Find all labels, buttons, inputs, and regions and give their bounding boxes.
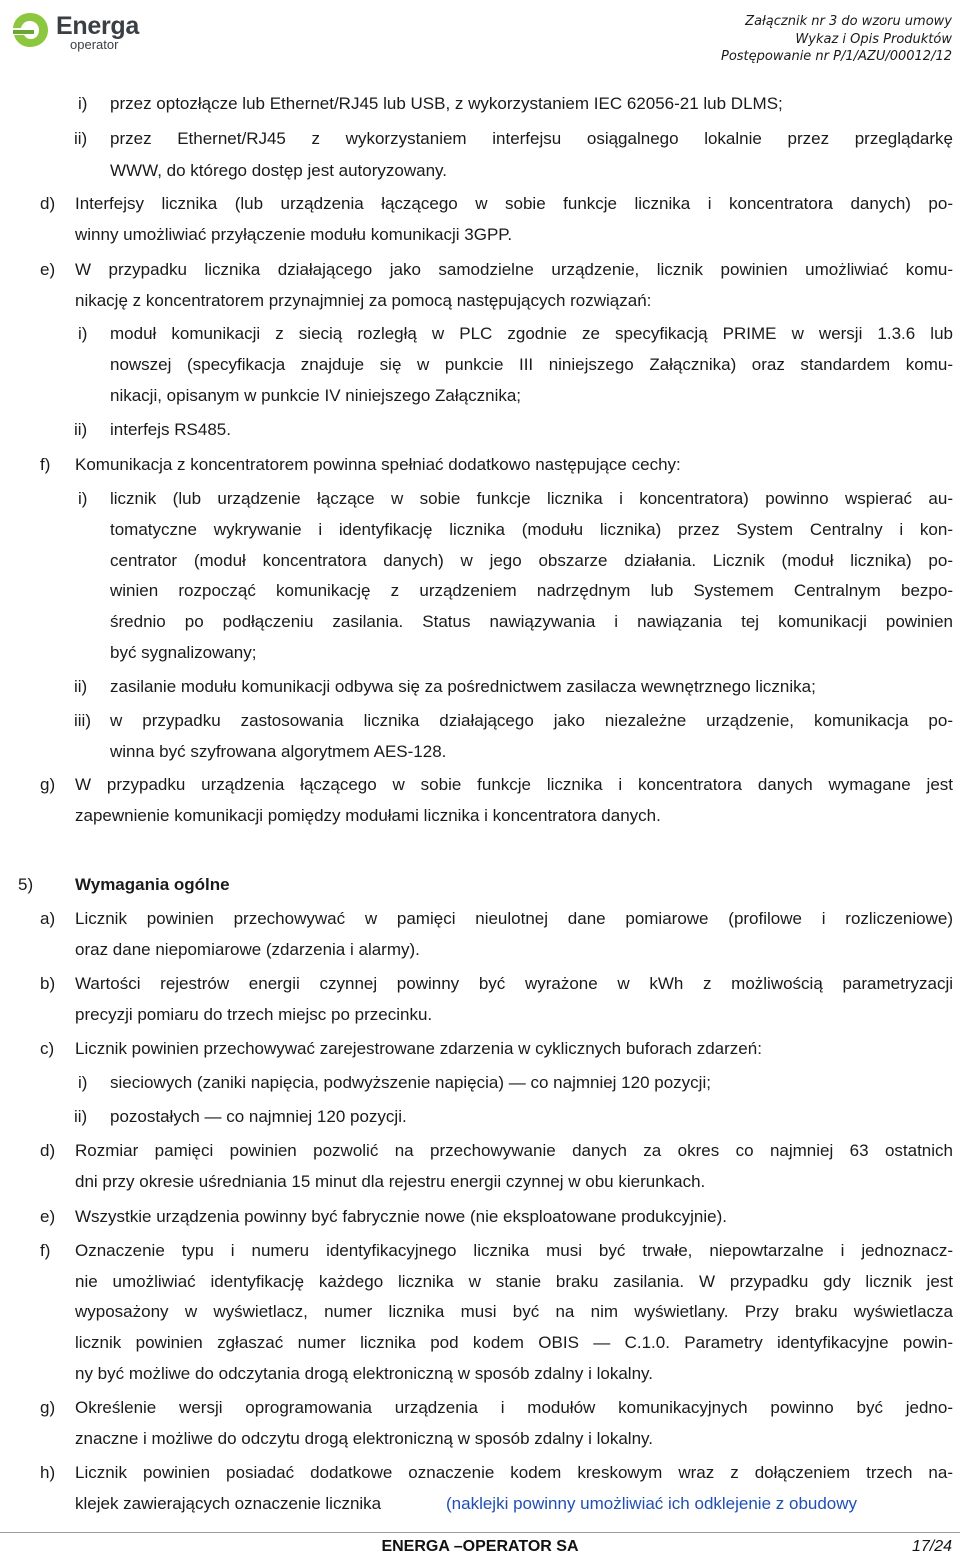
text-line: licznik (lub urządzenie łączące w sobie funkcje licznika i koncentratora) powinno wspierać au- <box>110 489 953 508</box>
text-line: dni przy okresie uśredniania 15 minut dla rejestru energii czynnej w obu kierunkach. <box>75 1172 706 1191</box>
section-number: 5) <box>18 875 34 894</box>
logo-name: Energa <box>56 12 139 40</box>
item-label: g) <box>40 775 56 794</box>
item-label: f) <box>40 1241 51 1260</box>
text-line: pozostałych — co najmniej 120 pozycji. <box>110 1107 407 1126</box>
item-label: ii) <box>74 129 88 148</box>
text-line: zasilanie modułu komunikacji odbywa się za pośrednictwem zasilacza wewnętrznego licznika; <box>110 677 816 696</box>
logo-subtitle: operator <box>70 37 119 52</box>
text-line: Komunikacja z koncentratorem powinna spełniać dodatkowo następujące cechy: <box>75 455 681 474</box>
footer-company: ENERGA –OPERATOR SA <box>381 1538 579 1555</box>
text-line: klejek zawierających oznaczenie licznika <box>75 1494 382 1513</box>
text-line: przez optozłącze lub Ethernet/RJ45 lub USB, z wykorzystaniem IEC 62056-21 lub DLMS; <box>110 94 783 113</box>
footer-divider <box>0 1532 960 1533</box>
text-line: zapewnienie komunikacji pomiędzy modułami licznika i koncentratora danych. <box>75 806 661 825</box>
page-header <box>0 0 960 62</box>
text-line: Interfejsy licznika (lub urządzenia łączącego w sobie funkcje licznika i koncentratora danych) po- <box>75 194 953 213</box>
text-line: interfejs RS485. <box>110 420 231 439</box>
item-label: c) <box>40 1039 55 1058</box>
header-line-annex: Załącznik nr 3 do wzoru umowy <box>745 14 952 29</box>
header-reference <box>721 13 952 66</box>
text-line: być sygnalizowany; <box>110 643 257 662</box>
item-label: iii) <box>74 711 91 730</box>
item-label: h) <box>40 1463 56 1482</box>
item-label: b) <box>40 974 56 993</box>
text-line: WWW, do którego dostęp jest autoryzowany. <box>110 161 447 180</box>
text-line: nowszej (specyfikacja znajduje się w punkcie III niniejszego Załącznika) oraz standardem komu- <box>110 355 953 374</box>
text-line: W przypadku licznika działającego jako samodzielne urządzenie, licznik powinien umożliwiać komu- <box>75 260 953 279</box>
text-line: przez Ethernet/RJ45 z wykorzystaniem interfejsu osiągalnego lokalnie przez przeglądarkę <box>110 129 953 148</box>
item-label: ii) <box>74 1107 88 1126</box>
text-line: Licznik powinien przechowywać w pamięci nieulotnej dane pomiarowe (profilowe i rozliczeniowe) <box>75 909 953 928</box>
text-line: winien rozpocząć komunikację z urządzeniem nadrzędnym lub Systemem Centralnym bezpo- <box>110 581 953 600</box>
item-label: a) <box>40 909 56 928</box>
energa-operator-logo <box>10 8 160 54</box>
item-label: i) <box>78 1073 88 1092</box>
text-line: W przypadku urządzenia łączącego w sobie funkcje licznika i koncentratora danych wymagane jest <box>75 775 953 794</box>
item-label: i) <box>78 94 88 113</box>
text-line: precyzji pomiaru do trzech miejsc po przecinku. <box>75 1005 433 1024</box>
page-number: 17/24 <box>911 1538 952 1555</box>
header-line-proceeding: Postępowanie nr P/1/AZU/00012/12 <box>720 49 952 64</box>
section-heading: Wymagania ogólne <box>75 875 230 894</box>
text-line: moduł komunikacji z siecią rozległą w PLC zgodnie ze specyfikacją PRIME w wersji 1.3.6 lub <box>110 324 953 343</box>
text-line: centrator (moduł koncentratora danych) w jego obszarze działania. Licznik (moduł licznika) po- <box>110 551 953 570</box>
text-line: Wszystkie urządzenia powinny być fabrycznie nowe (nie eksploatowane produkcyjnie). <box>75 1207 727 1226</box>
text-line: Wartości rejestrów energii czynnej powinny być wyrażone w kWh z możliwością parametryzacji <box>75 974 953 993</box>
text-line: średnio po podłączeniu zasilania. Status nawiązywania i nawiązania tej komunikacji powinien <box>110 612 953 631</box>
text-line: nikację z koncentratorem przynajmniej za pomocą następujących rozwiązań: <box>75 291 652 310</box>
item-label: i) <box>78 489 88 508</box>
text-line: nikacji, opisanym w punkcie IV niniejszego Załącznika; <box>110 386 522 405</box>
text-line: winny umożliwiać przyłączenie modułu komunikacji 3GPP. <box>75 225 513 244</box>
header-line-title: Wykaz i Opis Produktów <box>795 31 952 47</box>
text-line-highlight: (naklejki powinny umożliwiać ich odklejenie z obudowy <box>446 1494 858 1513</box>
text-line: Licznik powinien przechowywać zarejestrowane zdarzenia w cyklicznych buforach zdarzeń: <box>75 1039 762 1058</box>
item-label: d) <box>40 1141 56 1160</box>
item-label: e) <box>40 1207 56 1226</box>
text-line: tomatyczne wykrywanie i identyfikację licznika (modułu licznika) przez System Centralny i kon- <box>110 520 953 539</box>
text-line: w przypadku zastosowania licznika działającego jako niezależne urządzenie, komunikacja po- <box>110 711 953 730</box>
text-line: znaczne i możliwe do odczytu drogą elektroniczną w sposób zdalny i lokalny. <box>75 1429 653 1448</box>
text-line: ny być możliwe do odczytania drogą elektroniczną w sposób zdalny i lokalny. <box>75 1364 653 1383</box>
item-label: ii) <box>74 420 88 439</box>
item-label: e) <box>40 260 56 279</box>
text-line: winna być szyfrowana algorytmem AES-128. <box>110 742 447 761</box>
text-line: nie umożliwiać identyfikację każdego licznika w stanie braku zasilania. W przypadku gdy licznik jest <box>75 1272 953 1291</box>
text-line: oraz dane niepomiarowe (zdarzenia i alarmy). <box>75 940 420 959</box>
text-line: Rozmiar pamięci powinien pozwolić na przechowywanie danych za okres co najmniej 63 ostatnich <box>75 1141 953 1160</box>
text-line: Określenie wersji oprogramowania urządzenia i modułów komunikacyjnych powinno być jedno- <box>75 1398 953 1417</box>
item-label: g) <box>40 1398 56 1417</box>
text-line: sieciowych (zaniki napięcia, podwyższenie napięcia) — co najmniej 120 pozycji; <box>110 1073 711 1092</box>
item-label: ii) <box>74 677 88 696</box>
item-label: d) <box>40 194 56 213</box>
text-line: licznik powinien zgłaszać numer licznika pod kodem OBIS — C.1.0. Parametry identyfikacyjne powin- <box>75 1333 953 1352</box>
energa-leaf-icon <box>10 10 50 50</box>
text-line: Oznaczenie typu i numeru identyfikacyjnego licznika musi być trwałe, niepowtarzalne i jednoznacz- <box>75 1241 953 1260</box>
item-label: f) <box>40 455 51 474</box>
item-label: i) <box>78 324 88 343</box>
text-line: Licznik powinien posiadać dodatkowe oznaczenie kodem kreskowym wraz z dołączeniem trzech na- <box>75 1463 953 1482</box>
text-line: wyposażony w wyświetlacz, numer licznika musi być na nim wyświetlany. Przy braku wyświetlacza <box>75 1302 953 1321</box>
